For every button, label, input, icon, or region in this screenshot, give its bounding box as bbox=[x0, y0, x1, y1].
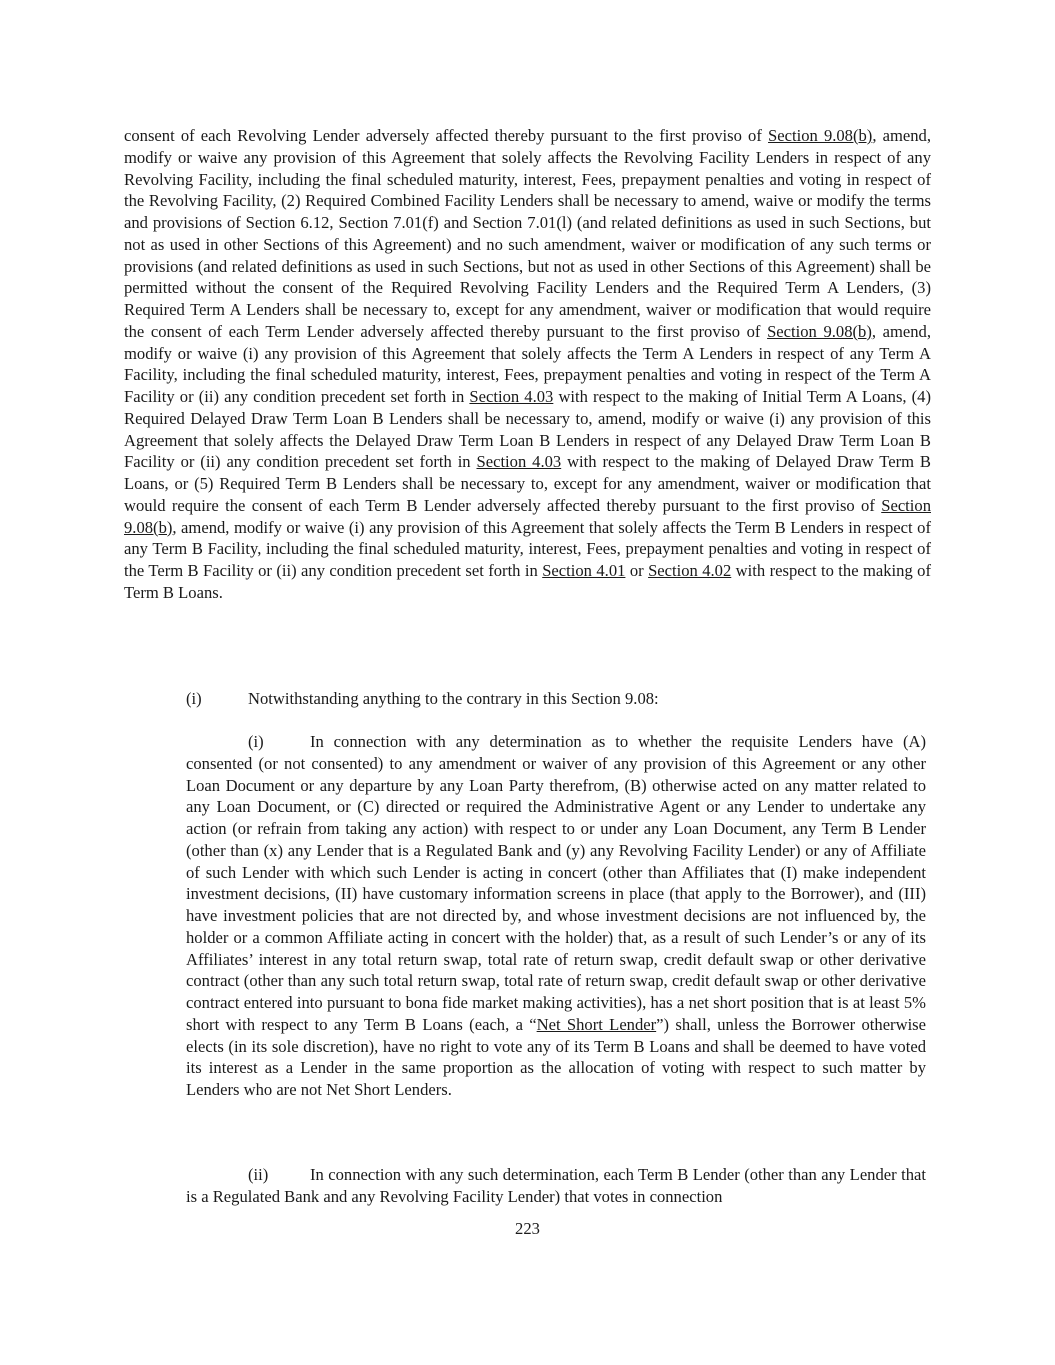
subclause-i-net-short-lender bbox=[186, 731, 926, 1101]
section-reference: Section 4.02 bbox=[648, 561, 732, 580]
paragraph-text: with respect to the making of Term B Loans. bbox=[124, 561, 931, 602]
section-reference: Section 4.03 bbox=[469, 387, 554, 406]
paragraph-text: , amend, modify or waive (i) any provision of this Agreement that solely affects the Term A Lenders in respect of any Term A Facility, including the final scheduled maturity, interest, Fees, prepayment penalties and voting in respect of the Term A Facility or (ii) any condition precedent set forth in bbox=[124, 321, 931, 406]
paragraph-text: consent of each Revolving Lender adversely affected thereby pursuant to the first proviso of bbox=[124, 126, 769, 145]
subclause-text: In connection with any such determination, each Term B Lender (other than any Lender that is a Regulated Bank and any Revolving Facility Lender) that votes in connection bbox=[186, 1165, 926, 1206]
defined-term: Net Short Lender bbox=[536, 1014, 657, 1034]
section-reference: Section 4.01 bbox=[542, 561, 626, 580]
subclause-text: In connection with any determination as to whether the requisite Lenders have (A) consented (or not consented) to any amendment or waiver of any provision of this Agreement or any other Loan Document or any departure by any Loan Party therefrom, (B) otherwise acted on any matter related to any Loan Document, or (C) directed or required the Administrative Agent or any Lender to undertake any action (or refrain from taking any action) with respect to or under any Loan Document, any Term B Lender (other than (x) any Lender that is a Regulated Bank and (y) any Revolving Facility Lender) or any of Affiliate of such Lender with which such Lender is acting in concert (other than Affiliates that (I) make independent investment decisions, (II) have customary information screens in place (that apply to the Borrower), and (III) have investment policies that are not directed by, and whose investment decisions are not influenced by, the holder or a common Affiliate acting in concert with the holder) that, as a result of such Lender’s or any of its Affiliates’ interest in any total return swap, total rate of return swap, credit default swap or other derivative contract (other than any such total return swap, total rate of return swap, credit default swap or other derivative contract entered into pursuant to bona fide market making activities), has a net short position that is at least 5% short with respect to any Term B Loans (each, a “ bbox=[186, 732, 926, 1034]
clause-number: (i) bbox=[186, 689, 202, 708]
subclause-ii bbox=[186, 1164, 926, 1208]
page-number: 223 bbox=[515, 1219, 540, 1238]
clause-i-heading bbox=[186, 688, 659, 710]
section-reference: Section 9.08(b) bbox=[767, 321, 872, 341]
subclause-number: (i) bbox=[248, 732, 264, 751]
paragraph-text: with respect to the making of Initial Term A Loans, (4) Required Delayed Draw Term Loan B Lenders shall be necessary to, amend, modify or waive (i) any provision of this Agreement that solely affects the Delayed Draw Term Loan B Lenders in respect of any Delayed Draw Term Loan B Facility or (ii) any condition precedent set forth in bbox=[124, 387, 932, 472]
subclause-text: ”) shall, unless the Borrower otherwise elects (in its sole discretion), have no right to vote any of its Term B Loans and shall be deemed to have voted its interest as a Lender in the same proportion as the allocation of voting with respect to such matter by Lenders who are not Net Short Lenders. bbox=[186, 1014, 926, 1099]
paragraph-text: , amend, modify or waive any provision of this Agreement that solely affects the Revolving Facility Lenders in respect of any Revolving Facility, including the final scheduled maturity, interest, Fees, prepayment penalties and voting in respect of the Revolving Facility, (2) Required Combined Facility Lenders shall be necessary to amend, waive or modify the terms and provisions of Section 6.12, Section 7.01(f) and Section 7.01(l) (and related definitions as used in such Sections, but not as used in other Sections of this Agreement) and no such amendment, waiver or modification of any such terms or provisions (and related definitions as used in such Sections, but not as used in other Sections of this Agreement) shall be permitted without the consent of the Required Revolving Facility Lenders and the Required Term A Lenders, (3) Required Term A Lenders shall be necessary to, except for any amendment, waiver or modification that would require the consent of each Term Lender adversely affected thereby pursuant to the first proviso of bbox=[124, 126, 931, 341]
paragraph-consent-requirements bbox=[124, 125, 931, 604]
section-reference: Section 9.08(b) bbox=[124, 495, 931, 537]
subclause-number: (ii) bbox=[248, 1165, 269, 1184]
paragraph-text: , amend, modify or waive (i) any provision of this Agreement that solely affects the Term B Lenders in respect of any Term B Facility, including the final scheduled maturity, interest, Fees, prepayment penalties and voting in respect of the Term B Facility or (ii) any condition precedent set forth in bbox=[124, 517, 931, 580]
paragraph-text: or bbox=[625, 561, 649, 580]
section-reference: Section 9.08(b) bbox=[768, 126, 873, 145]
clause-text: Notwithstanding anything to the contrary in this Section 9.08: bbox=[248, 689, 659, 708]
paragraph-text: with respect to the making of Delayed Draw Term B Loans, or (5) Required Term B Lenders shall be necessary to, except for any amendment, waiver or modification that would require the consent of each Term B Lender adversely affected thereby pursuant to the first proviso of bbox=[124, 452, 931, 515]
section-reference: Section 4.03 bbox=[476, 452, 562, 472]
